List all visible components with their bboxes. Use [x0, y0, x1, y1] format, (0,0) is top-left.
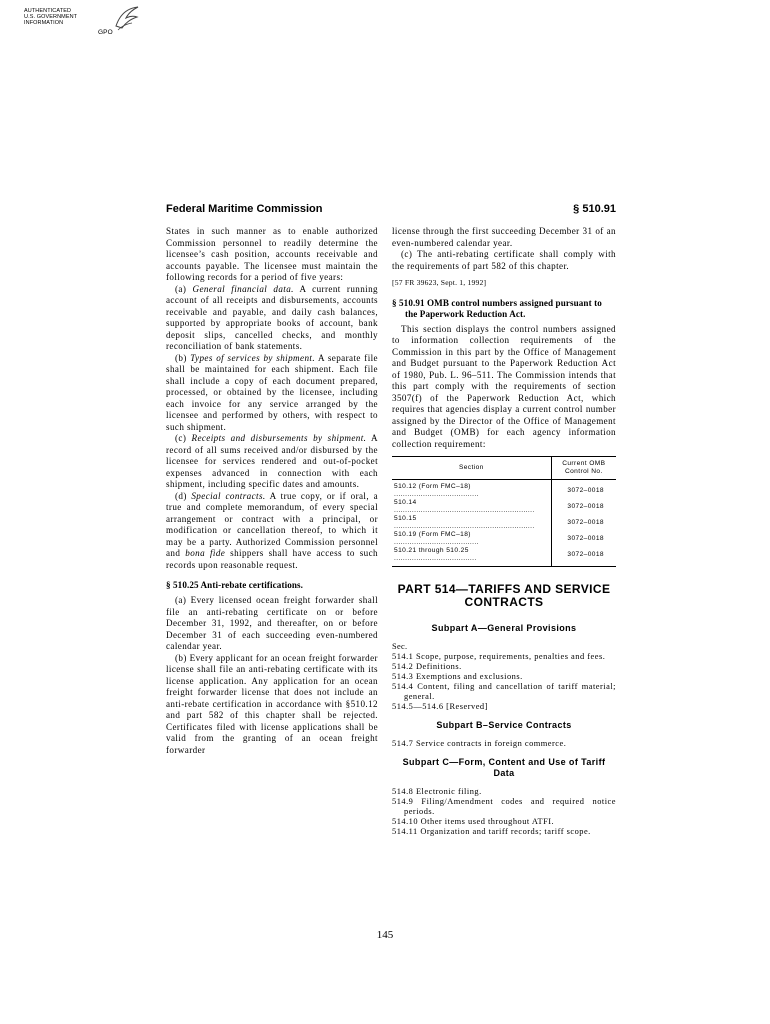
- table-header: Current OMB Control No.: [551, 457, 616, 480]
- table-cell: 3072–0018: [567, 519, 604, 526]
- seal-text-line: U.S. GOVERNMENT: [24, 14, 78, 20]
- paragraph-label: (d): [175, 490, 187, 501]
- eagle-icon: [112, 4, 140, 32]
- seal-text-line: INFORMATION: [24, 20, 64, 26]
- table-cell: 510.15 ...............................................................: [392, 515, 551, 531]
- subpart-a-contents: [392, 652, 616, 712]
- table-row: [392, 531, 616, 547]
- paragraph: (c) The anti-rebating certificate shall comply with the requirements of part 582 of this chapter.: [392, 249, 616, 271]
- part-title: PART 514—TARIFFS AND SERVICE CONTRACTS: [397, 582, 611, 609]
- table-cell: 510.21 through 510.25 .....................................: [392, 547, 551, 567]
- paragraph-text: shippers shall have access to such records upon reasonable request.: [166, 548, 378, 570]
- paragraph-text: A separate file shall be maintained for each shipment. Each file shall include a copy of each document prepared, processed, or obtained by the licensee, including each invoice for any service arranged by the licensee and performed by others, with respect to such shipment.: [166, 352, 378, 432]
- paragraph: [166, 491, 378, 572]
- paragraph-heading: General financial data.: [192, 283, 294, 294]
- gpo-authentication-seal: [24, 4, 144, 44]
- running-header: [166, 203, 616, 219]
- seal-text-line: GPO: [98, 29, 113, 36]
- paragraph-heading: Special contracts.: [191, 490, 266, 501]
- subpart-c-title: Subpart C—Form, Content and Use of Tariff Data: [402, 757, 606, 778]
- subpart-b-title: Subpart B–Service Contracts: [436, 720, 572, 730]
- paragraph: (a) Every licensed ocean freight forwarder shall file an anti-rebating certificate on or before December 31, 1992, and thereafter, on or before December 31 of each succeeding even-numbered calendar year.: [166, 595, 378, 651]
- section-heading-510-25: § 510.25 Anti-rebate certifications.: [166, 580, 304, 590]
- paragraph: [166, 433, 378, 491]
- table-row: [392, 515, 616, 531]
- right-column: [392, 226, 616, 837]
- list-item: 514.4 Content, filing and cancellation of tariff material; general.: [392, 682, 616, 701]
- list-item: 514.11 Organization and tariff records; tariff scope.: [392, 827, 591, 836]
- agency-name: Federal Maritime Commission: [166, 203, 323, 215]
- paragraph-heading: Types of services by shipment.: [190, 352, 315, 363]
- left-column: [166, 226, 378, 756]
- citation: [57 FR 39623, Sept. 1, 1992]: [392, 278, 487, 287]
- table-row: [392, 547, 616, 567]
- section-reference: § 510.91: [573, 203, 616, 215]
- paragraph: license through the first succeeding December 31 of an even-numbered calendar year.: [392, 226, 616, 248]
- list-item: 514.3 Exemptions and exclusions.: [392, 672, 523, 681]
- table-row: [392, 480, 616, 500]
- table-cell: 3072–0018: [567, 487, 604, 494]
- paragraph: [166, 284, 378, 353]
- paragraph: (b) Every applicant for an ocean freight forwarder license shall file an anti-rebating certificate with its license application. Any application for an ocean freight forwarder license that does not include an anti-rebate certification in accordance with §510.12 and part 582 of this chapter shall be rejected. Certificates filed with license applications shall be valid from the granting of an ocean freight forwarder: [166, 652, 378, 755]
- table-cell: 3072–0018: [567, 503, 604, 510]
- sec-label: Sec.: [392, 642, 408, 651]
- paragraph-text: A current running account of all receipts and disbursements, accounts receivable and payable, and daily cash balances, supported by appropriate books of account, bank deposit slips, cancelled checks, and monthly reconciliation of bank statements.: [166, 283, 378, 351]
- table-cell: 510.12 (Form FMC–18) ......................................: [392, 480, 551, 500]
- table-cell: 510.14 ...............................................................: [392, 499, 551, 515]
- omb-control-table: [392, 456, 616, 567]
- list-item: 514.9 Filing/Amendment codes and required notice periods.: [392, 797, 616, 816]
- paragraph-label: (c): [175, 433, 187, 443]
- list-item: 514.1 Scope, purpose, requirements, penalties and fees.: [392, 652, 606, 661]
- section-heading-510-91: § 510.91 OMB control numbers assigned pursuant to the Paperwork Reduction Act.: [392, 297, 602, 319]
- list-item: 514.8 Electronic filing.: [392, 787, 482, 796]
- table-cell: 3072–0018: [567, 535, 604, 542]
- page-number: 145: [376, 929, 394, 941]
- paragraph-label: (a): [175, 283, 187, 294]
- paragraph: This section displays the control numbers assigned to information collection requirements of the Commission in this part by the Office of Management and Budget pursuant to the Paperwork Reduction Act of 1980, Pub. L. 96–511. The Commission intends that this part comply with the requirements of section 3507(f) of the Paperwork Reduction Act, which requires that agencies display a current control number assigned by the Director of the Office of Management and Budget (OMB) for each agency information collection requirement:: [392, 323, 616, 449]
- italic-term: bona fide: [185, 548, 226, 558]
- list-item: 514.2 Definitions.: [392, 662, 462, 671]
- table-header: Section: [392, 457, 551, 480]
- paragraph: [166, 353, 378, 434]
- subpart-c-contents: [392, 787, 616, 837]
- paragraph-label: (b): [175, 352, 187, 363]
- table-row: [392, 499, 616, 515]
- paragraph: States in such manner as to enable authorized Commission personnel to readily determine the licensee’s cash position, accounts receivable and accounts payable. The licensee must maintain the following records for a period of five years:: [166, 226, 378, 282]
- paragraph-heading: Receipts and disbursements by shipment.: [191, 433, 367, 443]
- list-item: 514.7 Service contracts in foreign commerce.: [392, 739, 567, 748]
- table-cell: 3072–0018: [551, 547, 616, 567]
- list-item: 514.5—514.6 [Reserved]: [392, 702, 488, 711]
- seal-text-line: AUTHENTICATED: [24, 8, 72, 14]
- subpart-a-title: Subpart A—General Provisions: [431, 623, 577, 633]
- paragraph-text: A record of all sums received and/or disbursed by the licensee for services rendered and out-of-pocket expenses advanced in connection with each shipment, including specific dates and amounts.: [166, 433, 378, 489]
- list-item: 514.10 Other items used throughout ATFI.: [392, 817, 555, 826]
- paragraph-text: A true copy, or if oral, a true and complete memorandum, of every special arrangement or contract with a principal, or modification or cancellation thereof, to which it may be a party. Authorized Commission personnel and: [166, 490, 379, 558]
- subpart-b-contents: [392, 739, 616, 749]
- table-cell: 510.19 (Form FMC–18) ......................................: [392, 531, 551, 547]
